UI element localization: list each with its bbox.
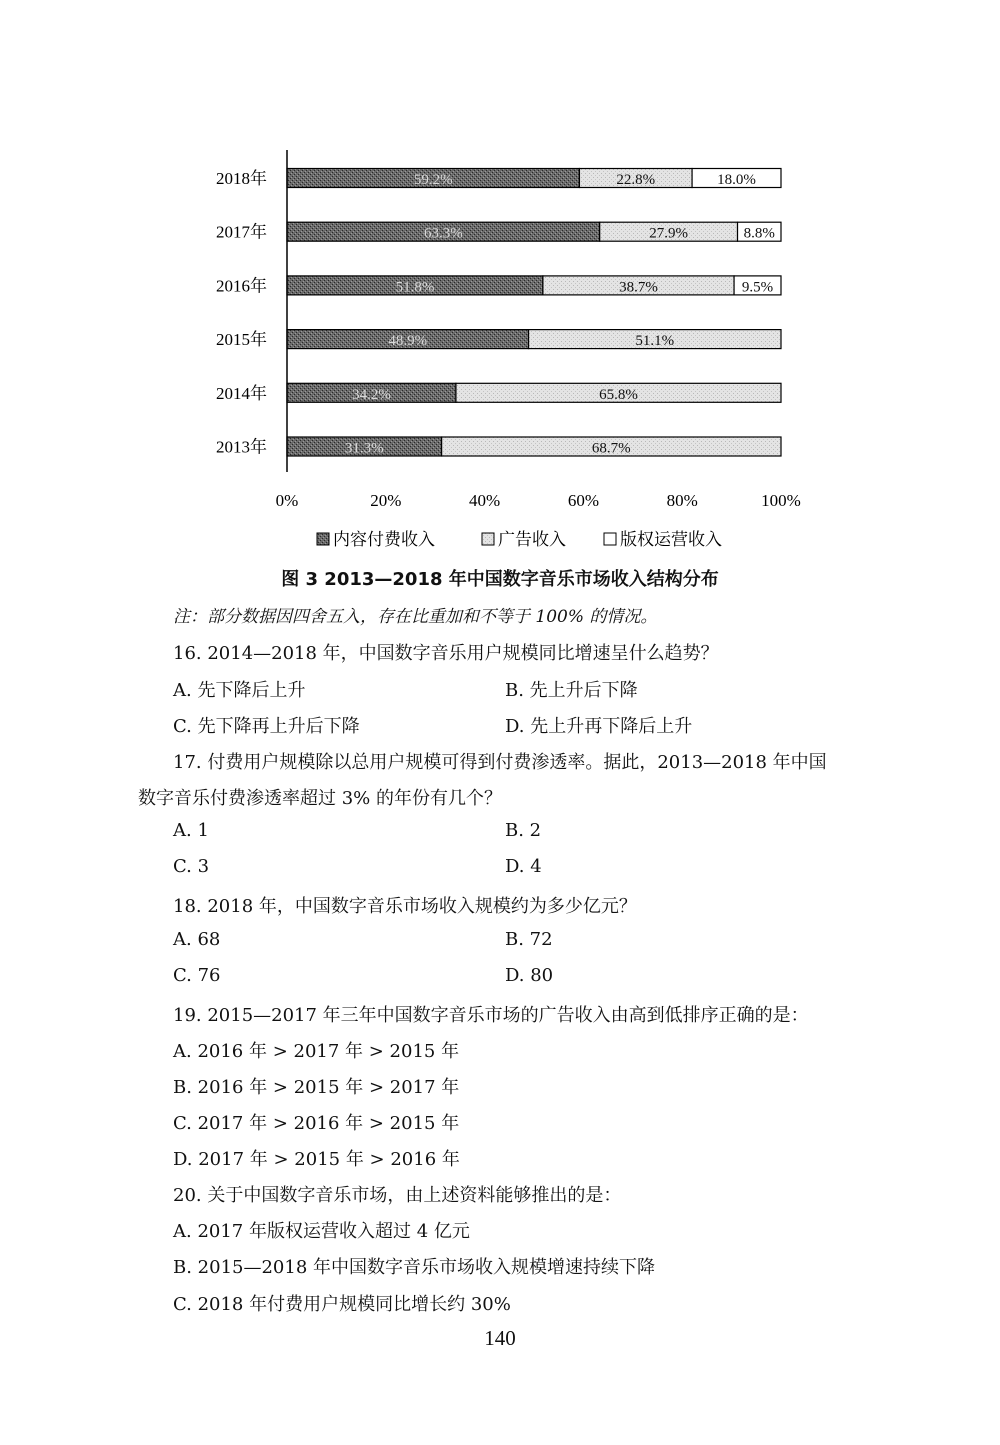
data-label-ad: 51.1% xyxy=(635,333,675,350)
figure-note: 注：部分数据因四舍五入，存在比重加和不等于 100% 的情况。 xyxy=(173,607,658,627)
q18-option-c: C. 76 xyxy=(173,965,221,986)
data-label-copyright: 9.5% xyxy=(741,279,774,296)
page-number: 140 xyxy=(484,1326,516,1350)
y-tick-label: 2017年 xyxy=(216,222,267,242)
data-label-content: 31.3% xyxy=(344,440,384,457)
figure-caption: 图 3 2013—2018 年中国数字音乐市场收入结构分布 xyxy=(281,569,719,590)
legend-label-copyright: 版权运营收入 xyxy=(620,530,722,549)
q18-option-a: A. 68 xyxy=(173,929,221,950)
x-tick-label: 0% xyxy=(275,491,299,510)
q19-option-a: A. 2016 年 > 2017 年 > 2015 年 xyxy=(173,1041,460,1062)
x-tick-label: 20% xyxy=(370,491,402,510)
data-label-ad: 65.8% xyxy=(599,386,638,403)
data-label-ad: 68.7% xyxy=(591,440,631,457)
q18-option-b: B. 72 xyxy=(505,929,553,950)
q19-stem: 19. 2015—2017 年三年中国数字音乐市场的广告收入由高到低排序正确的是： xyxy=(173,1005,809,1026)
data-label-content: 48.9% xyxy=(388,333,428,350)
q17-option-d: D. 4 xyxy=(505,856,542,877)
q18-option-d: D. 80 xyxy=(505,965,554,986)
q17-option-a: A. 1 xyxy=(173,820,209,841)
q16-option-c: C. 先下降再上升后下降 xyxy=(173,716,360,737)
data-label-copyright: 18.0% xyxy=(717,172,756,188)
data-label-ad: 38.7% xyxy=(619,279,658,296)
q18-stem: 18. 2018 年，中国数字音乐市场收入规模约为多少亿元？ xyxy=(173,896,637,917)
data-label-content: 34.2% xyxy=(352,386,391,403)
legend-label-content: 内容付费收入 xyxy=(333,530,435,549)
data-label-ad: 27.9% xyxy=(649,225,688,242)
q19-option-d: D. 2017 年 > 2015 年 > 2016 年 xyxy=(173,1149,460,1170)
y-tick-label: 2013年 xyxy=(216,437,267,457)
income-structure-chart xyxy=(0,0,1000,560)
q17-stem-line1: 17. 付费用户规模除以总用户规模可得到付费渗透率。据此，2013—2018 年中国 xyxy=(173,752,827,773)
y-tick-label: 2015年 xyxy=(216,330,267,350)
q17-stem-line2: 数字音乐付费渗透率超过 3% 的年份有几个？ xyxy=(138,788,502,809)
q16-option-d: D. 先上升再下降后上升 xyxy=(505,716,693,737)
legend-label-ad: 广告收入 xyxy=(498,530,566,549)
q16-option-b: B. 先上升后下降 xyxy=(505,680,638,701)
legend-swatch-content xyxy=(317,533,329,545)
data-label-content: 51.8% xyxy=(395,279,435,296)
y-tick-label: 2014年 xyxy=(216,383,267,403)
q20-stem: 20. 关于中国数字音乐市场，由上述资料能够推出的是： xyxy=(173,1185,622,1206)
q20-option-a: A. 2017 年版权运营收入超过 4 亿元 xyxy=(173,1221,470,1242)
q17-option-b: B. 2 xyxy=(505,820,542,841)
y-tick-label: 2018年 xyxy=(216,169,267,188)
q17-option-c: C. 3 xyxy=(173,856,210,877)
data-label-content: 59.2% xyxy=(413,172,453,188)
legend-swatch-ad xyxy=(482,533,494,545)
y-tick-label: 2016年 xyxy=(216,276,267,296)
chart-legend xyxy=(317,530,722,549)
q20-option-c: C. 2018 年付费用户规模同比增长约 30% xyxy=(173,1294,511,1315)
x-tick-label: 80% xyxy=(666,491,698,510)
q16-option-a: A. 先下降后上升 xyxy=(173,680,306,701)
data-label-ad: 22.8% xyxy=(616,172,656,188)
data-label-content: 63.3% xyxy=(423,225,463,242)
x-tick-label: 60% xyxy=(567,491,599,510)
q19-option-c: C. 2017 年 > 2016 年 > 2015 年 xyxy=(173,1113,460,1134)
q16-stem: 16. 2014—2018 年，中国数字音乐用户规模同比增速呈什么趋势？ xyxy=(173,643,719,664)
x-tick-label: 40% xyxy=(469,491,501,510)
legend-swatch-copyright xyxy=(604,533,616,545)
q20-option-b: B. 2015—2018 年中国数字音乐市场收入规模增速持续下降 xyxy=(173,1257,656,1278)
data-label-copyright: 8.8% xyxy=(743,225,775,242)
x-tick-label: 100% xyxy=(761,491,801,510)
q19-option-b: B. 2016 年 > 2015 年 > 2017 年 xyxy=(173,1077,460,1098)
